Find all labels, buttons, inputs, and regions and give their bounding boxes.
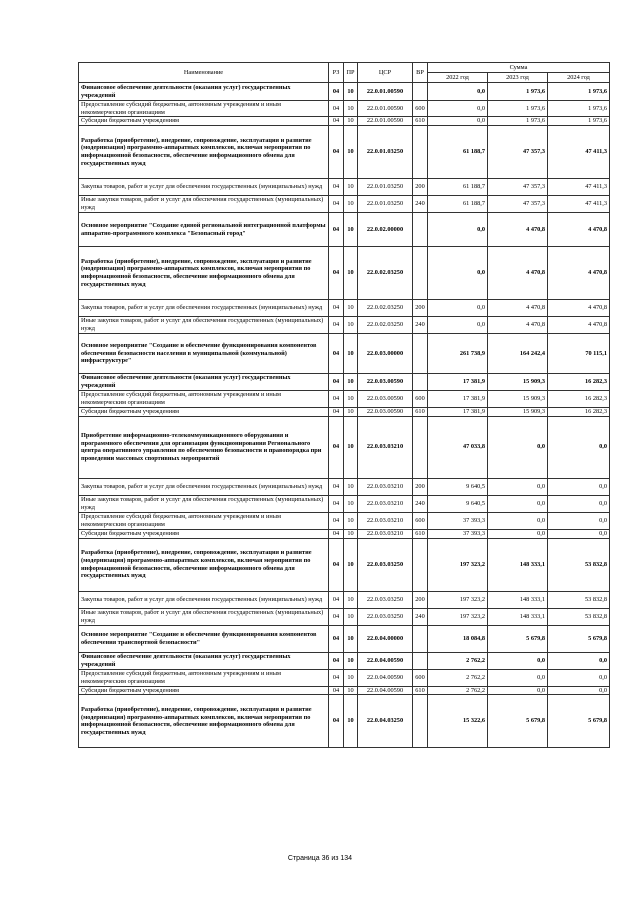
cell-2022: 197 323,2 bbox=[428, 591, 488, 608]
cell-2024: 53 832,8 bbox=[548, 608, 610, 625]
cell-csr: 22.0.03.03210 bbox=[358, 512, 413, 529]
cell-rz: 04 bbox=[329, 669, 344, 686]
table-body bbox=[79, 83, 610, 748]
table-row bbox=[79, 478, 610, 495]
table-row bbox=[79, 300, 610, 317]
cell-pr: 10 bbox=[344, 374, 358, 391]
cell-pr: 10 bbox=[344, 652, 358, 669]
cell-csr: 22.0.01.00590 bbox=[358, 117, 413, 126]
cell-2024: 1 973,6 bbox=[548, 117, 610, 126]
cell-2023: 1 973,6 bbox=[488, 117, 548, 126]
cell-pr: 10 bbox=[344, 591, 358, 608]
table-row bbox=[79, 374, 610, 391]
cell-2024: 4 470,8 bbox=[548, 213, 610, 247]
cell-2023: 1 973,6 bbox=[488, 101, 548, 117]
cell-vr: 240 bbox=[413, 317, 428, 334]
header-rz: РЗ bbox=[329, 63, 344, 83]
cell-2022: 0,0 bbox=[428, 317, 488, 334]
cell-rz: 04 bbox=[329, 512, 344, 529]
cell-2023: 4 470,8 bbox=[488, 247, 548, 300]
cell-2023: 47 357,3 bbox=[488, 126, 548, 179]
cell-csr: 22.0.04.00000 bbox=[358, 625, 413, 652]
cell-2024: 5 679,8 bbox=[548, 695, 610, 748]
cell-2022: 17 381,9 bbox=[428, 408, 488, 417]
cell-rz: 04 bbox=[329, 391, 344, 408]
cell-vr bbox=[413, 247, 428, 300]
table-row bbox=[79, 117, 610, 126]
cell-pr: 10 bbox=[344, 416, 358, 478]
cell-csr: 22.0.03.00590 bbox=[358, 408, 413, 417]
cell-pr: 10 bbox=[344, 213, 358, 247]
cell-name: Основное мероприятие "Создание единой региональной интеграционной платформы аппаратно-программного комплекса "Безопасный город" bbox=[79, 213, 329, 247]
cell-pr: 10 bbox=[344, 334, 358, 374]
table-row bbox=[79, 686, 610, 695]
header-vr: ВР bbox=[413, 63, 428, 83]
cell-2022: 2 762,2 bbox=[428, 669, 488, 686]
cell-csr: 22.0.01.03250 bbox=[358, 126, 413, 179]
cell-rz: 04 bbox=[329, 416, 344, 478]
cell-2022: 37 393,3 bbox=[428, 529, 488, 538]
page-footer: Страница 36 из 134 bbox=[287, 855, 353, 862]
cell-csr: 22.0.02.03250 bbox=[358, 317, 413, 334]
cell-name: Основное мероприятие "Создание и обеспечение функционирования компонентов обеспечения безопасности населения в муниципальной (коммунальной) инфраструктуре" bbox=[79, 334, 329, 374]
table-row bbox=[79, 512, 610, 529]
cell-2024: 1 973,6 bbox=[548, 101, 610, 117]
cell-vr: 240 bbox=[413, 196, 428, 213]
cell-vr: 600 bbox=[413, 391, 428, 408]
cell-pr: 10 bbox=[344, 300, 358, 317]
cell-name: Иные закупки товаров, работ и услуг для обеспечения государственных (муниципальных) нужд bbox=[79, 495, 329, 512]
cell-2023: 148 333,1 bbox=[488, 538, 548, 591]
cell-2023: 0,0 bbox=[488, 495, 548, 512]
cell-vr bbox=[413, 374, 428, 391]
cell-name: Финансовое обеспечение деятельности (оказания услуг) государственных учреждений bbox=[79, 652, 329, 669]
cell-name: Иные закупки товаров, работ и услуг для обеспечения государственных (муниципальных) нужд bbox=[79, 196, 329, 213]
cell-vr: 200 bbox=[413, 300, 428, 317]
cell-csr: 22.0.03.03250 bbox=[358, 591, 413, 608]
cell-rz: 04 bbox=[329, 529, 344, 538]
cell-name: Иные закупки товаров, работ и услуг для обеспечения государственных (муниципальных) нужд bbox=[79, 317, 329, 334]
cell-name: Разработка (приобретение), внедрение, сопровождение, эксплуатация и развитие (модернизация) программно-аппаратных комплексов, включая мероприятия по информационной безопасности, обеспечение информационного обмена для государственных нужд bbox=[79, 695, 329, 748]
cell-pr: 10 bbox=[344, 529, 358, 538]
cell-pr: 10 bbox=[344, 126, 358, 179]
cell-csr: 22.0.04.00590 bbox=[358, 652, 413, 669]
cell-name: Предоставление субсидий бюджетным, автономным учреждениям и иным некоммерческим организациям bbox=[79, 101, 329, 117]
table-row bbox=[79, 196, 610, 213]
cell-csr: 22.0.04.00590 bbox=[358, 669, 413, 686]
cell-vr bbox=[413, 695, 428, 748]
cell-pr: 10 bbox=[344, 478, 358, 495]
cell-2022: 47 033,8 bbox=[428, 416, 488, 478]
cell-pr: 10 bbox=[344, 408, 358, 417]
cell-2023: 15 909,3 bbox=[488, 408, 548, 417]
cell-2024: 16 282,3 bbox=[548, 408, 610, 417]
cell-rz: 04 bbox=[329, 196, 344, 213]
cell-csr: 22.0.03.03210 bbox=[358, 529, 413, 538]
cell-2024: 4 470,8 bbox=[548, 300, 610, 317]
table-row bbox=[79, 416, 610, 478]
cell-rz: 04 bbox=[329, 591, 344, 608]
cell-2024: 70 115,1 bbox=[548, 334, 610, 374]
cell-rz: 04 bbox=[329, 608, 344, 625]
cell-csr: 22.0.03.03210 bbox=[358, 478, 413, 495]
cell-pr: 10 bbox=[344, 101, 358, 117]
cell-2022: 261 738,9 bbox=[428, 334, 488, 374]
cell-2022: 197 323,2 bbox=[428, 538, 488, 591]
table-row bbox=[79, 652, 610, 669]
cell-name: Предоставление субсидий бюджетным, автономным учреждениям и иным некоммерческим организациям bbox=[79, 391, 329, 408]
cell-2023: 148 333,1 bbox=[488, 591, 548, 608]
cell-vr: 610 bbox=[413, 408, 428, 417]
cell-2023: 164 242,4 bbox=[488, 334, 548, 374]
cell-2024: 5 679,8 bbox=[548, 625, 610, 652]
cell-pr: 10 bbox=[344, 117, 358, 126]
cell-name: Иные закупки товаров, работ и услуг для обеспечения государственных (муниципальных) нужд bbox=[79, 608, 329, 625]
cell-rz: 04 bbox=[329, 213, 344, 247]
table-row bbox=[79, 608, 610, 625]
cell-vr bbox=[413, 625, 428, 652]
cell-2024: 1 973,6 bbox=[548, 83, 610, 101]
cell-vr: 200 bbox=[413, 179, 428, 196]
cell-rz: 04 bbox=[329, 179, 344, 196]
cell-name: Закупка товаров, работ и услуг для обеспечения государственных (муниципальных) нужд bbox=[79, 300, 329, 317]
cell-2024: 0,0 bbox=[548, 478, 610, 495]
cell-2024: 0,0 bbox=[548, 669, 610, 686]
cell-csr: 22.0.02.00000 bbox=[358, 213, 413, 247]
cell-vr bbox=[413, 334, 428, 374]
cell-2024: 47 411,3 bbox=[548, 179, 610, 196]
cell-2022: 17 381,9 bbox=[428, 391, 488, 408]
cell-2023: 0,0 bbox=[488, 529, 548, 538]
header-name: Наименование bbox=[79, 63, 329, 83]
cell-rz: 04 bbox=[329, 334, 344, 374]
cell-vr bbox=[413, 83, 428, 101]
cell-rz: 04 bbox=[329, 317, 344, 334]
cell-2022: 2 762,2 bbox=[428, 686, 488, 695]
cell-2023: 0,0 bbox=[488, 416, 548, 478]
cell-pr: 10 bbox=[344, 512, 358, 529]
cell-rz: 04 bbox=[329, 695, 344, 748]
cell-csr: 22.0.01.00590 bbox=[358, 101, 413, 117]
cell-vr: 600 bbox=[413, 669, 428, 686]
cell-2023: 5 679,8 bbox=[488, 695, 548, 748]
cell-vr bbox=[413, 652, 428, 669]
table-row bbox=[79, 695, 610, 748]
cell-csr: 22.0.04.00590 bbox=[358, 686, 413, 695]
cell-name: Закупка товаров, работ и услуг для обеспечения государственных (муниципальных) нужд bbox=[79, 591, 329, 608]
cell-rz: 04 bbox=[329, 101, 344, 117]
cell-2023: 15 909,3 bbox=[488, 374, 548, 391]
cell-2022: 0,0 bbox=[428, 213, 488, 247]
cell-csr: 22.0.01.03250 bbox=[358, 196, 413, 213]
cell-rz: 04 bbox=[329, 686, 344, 695]
cell-2023: 0,0 bbox=[488, 512, 548, 529]
budget-table bbox=[78, 62, 610, 748]
cell-2023: 47 357,3 bbox=[488, 196, 548, 213]
cell-2023: 0,0 bbox=[488, 686, 548, 695]
cell-2022: 197 323,2 bbox=[428, 608, 488, 625]
cell-name: Разработка (приобретение), внедрение, сопровождение, эксплуатация и развитие (модернизация) программно-аппаратных комплексов, включая мероприятия по информационной безопасности, обеспечение информационного обмена для государственных нужд bbox=[79, 247, 329, 300]
cell-2022: 61 188,7 bbox=[428, 179, 488, 196]
cell-pr: 10 bbox=[344, 317, 358, 334]
cell-rz: 04 bbox=[329, 117, 344, 126]
table-row bbox=[79, 317, 610, 334]
cell-2024: 0,0 bbox=[548, 686, 610, 695]
cell-rz: 04 bbox=[329, 652, 344, 669]
table-row bbox=[79, 391, 610, 408]
cell-rz: 04 bbox=[329, 247, 344, 300]
cell-name: Субсидии бюджетным учреждениям bbox=[79, 529, 329, 538]
cell-2024: 53 832,8 bbox=[548, 591, 610, 608]
cell-csr: 22.0.03.03250 bbox=[358, 608, 413, 625]
table-header-row bbox=[79, 63, 610, 73]
cell-rz: 04 bbox=[329, 126, 344, 179]
cell-pr: 10 bbox=[344, 391, 358, 408]
cell-2022: 18 084,8 bbox=[428, 625, 488, 652]
cell-csr: 22.0.03.00590 bbox=[358, 391, 413, 408]
cell-2024: 0,0 bbox=[548, 512, 610, 529]
cell-pr: 10 bbox=[344, 495, 358, 512]
cell-vr: 200 bbox=[413, 478, 428, 495]
cell-csr: 22.0.03.03210 bbox=[358, 416, 413, 478]
cell-pr: 10 bbox=[344, 179, 358, 196]
cell-vr bbox=[413, 538, 428, 591]
cell-vr: 600 bbox=[413, 512, 428, 529]
cell-name: Закупка товаров, работ и услуг для обеспечения государственных (муниципальных) нужд bbox=[79, 179, 329, 196]
cell-2024: 0,0 bbox=[548, 495, 610, 512]
cell-vr: 610 bbox=[413, 529, 428, 538]
cell-2023: 1 973,6 bbox=[488, 83, 548, 101]
cell-2022: 0,0 bbox=[428, 247, 488, 300]
table-row bbox=[79, 334, 610, 374]
header-year-2022: 2022 год bbox=[428, 73, 488, 83]
cell-vr bbox=[413, 126, 428, 179]
cell-csr: 22.0.03.00590 bbox=[358, 374, 413, 391]
cell-csr: 22.0.02.03250 bbox=[358, 247, 413, 300]
cell-name: Разработка (приобретение), внедрение, сопровождение, эксплуатация и развитие (модернизация) программно-аппаратных комплексов, включая мероприятия по информационной безопасности, обеспечение информационного обмена для государственных нужд bbox=[79, 538, 329, 591]
table-row bbox=[79, 101, 610, 117]
cell-2023: 4 470,8 bbox=[488, 317, 548, 334]
cell-vr: 200 bbox=[413, 591, 428, 608]
cell-pr: 10 bbox=[344, 695, 358, 748]
cell-2024: 16 282,3 bbox=[548, 391, 610, 408]
cell-vr: 600 bbox=[413, 101, 428, 117]
cell-2024: 0,0 bbox=[548, 652, 610, 669]
cell-2024: 4 470,8 bbox=[548, 247, 610, 300]
cell-vr bbox=[413, 213, 428, 247]
cell-rz: 04 bbox=[329, 478, 344, 495]
header-pr: ПР bbox=[344, 63, 358, 83]
cell-2022: 15 322,6 bbox=[428, 695, 488, 748]
cell-name: Субсидии бюджетным учреждениям bbox=[79, 408, 329, 417]
cell-rz: 04 bbox=[329, 408, 344, 417]
cell-rz: 04 bbox=[329, 495, 344, 512]
table-row bbox=[79, 213, 610, 247]
table-row bbox=[79, 591, 610, 608]
table-row bbox=[79, 538, 610, 591]
cell-pr: 10 bbox=[344, 83, 358, 101]
cell-vr: 610 bbox=[413, 686, 428, 695]
cell-2024: 53 832,8 bbox=[548, 538, 610, 591]
cell-2022: 0,0 bbox=[428, 117, 488, 126]
cell-rz: 04 bbox=[329, 538, 344, 591]
cell-csr: 22.0.01.00590 bbox=[358, 83, 413, 101]
header-year-2024: 2024 год bbox=[548, 73, 610, 83]
table-row bbox=[79, 247, 610, 300]
cell-2023: 4 470,8 bbox=[488, 213, 548, 247]
cell-vr: 610 bbox=[413, 117, 428, 126]
header-csr: ЦСР bbox=[358, 63, 413, 83]
table-row bbox=[79, 625, 610, 652]
header-year-2023: 2023 год bbox=[488, 73, 548, 83]
cell-2022: 9 640,5 bbox=[428, 495, 488, 512]
cell-2023: 148 333,1 bbox=[488, 608, 548, 625]
cell-2022: 61 188,7 bbox=[428, 126, 488, 179]
cell-2023: 47 357,3 bbox=[488, 179, 548, 196]
cell-2022: 61 188,7 bbox=[428, 196, 488, 213]
cell-rz: 04 bbox=[329, 374, 344, 391]
cell-2024: 47 411,3 bbox=[548, 126, 610, 179]
cell-csr: 22.0.01.03250 bbox=[358, 179, 413, 196]
cell-pr: 10 bbox=[344, 247, 358, 300]
cell-name: Субсидии бюджетным учреждениям bbox=[79, 686, 329, 695]
cell-2022: 0,0 bbox=[428, 300, 488, 317]
cell-2023: 4 470,8 bbox=[488, 300, 548, 317]
cell-csr: 22.0.02.03250 bbox=[358, 300, 413, 317]
table-row bbox=[79, 408, 610, 417]
cell-pr: 10 bbox=[344, 538, 358, 591]
cell-name: Разработка (приобретение), внедрение, сопровождение, эксплуатация и развитие (модернизация) программно-аппаратных комплексов, включая мероприятия по информационной безопасности, обеспечение информационного обмена для государственных нужд bbox=[79, 126, 329, 179]
cell-2022: 17 381,9 bbox=[428, 374, 488, 391]
cell-csr: 22.0.03.03250 bbox=[358, 538, 413, 591]
cell-2023: 0,0 bbox=[488, 478, 548, 495]
cell-vr bbox=[413, 416, 428, 478]
cell-name: Приобретение информационно-телекоммуникационного оборудования и программного обеспечения для организации функционирования Регионального центра оперативного управления по обеспечению безопасности и правопорядка при проведении массовых спортивных мероприятий bbox=[79, 416, 329, 478]
table-row bbox=[79, 179, 610, 196]
cell-2023: 0,0 bbox=[488, 652, 548, 669]
cell-2024: 4 470,8 bbox=[548, 317, 610, 334]
cell-pr: 10 bbox=[344, 196, 358, 213]
cell-2022: 0,0 bbox=[428, 83, 488, 101]
cell-2022: 37 393,3 bbox=[428, 512, 488, 529]
table-row bbox=[79, 669, 610, 686]
cell-csr: 22.0.03.03210 bbox=[358, 495, 413, 512]
cell-2022: 0,0 bbox=[428, 101, 488, 117]
cell-2023: 0,0 bbox=[488, 669, 548, 686]
cell-name: Закупка товаров, работ и услуг для обеспечения государственных (муниципальных) нужд bbox=[79, 478, 329, 495]
cell-name: Субсидии бюджетным учреждениям bbox=[79, 117, 329, 126]
cell-name: Предоставление субсидий бюджетным, автономным учреждениям и иным некоммерческим организациям bbox=[79, 669, 329, 686]
table-row bbox=[79, 529, 610, 538]
header-sum: Сумма bbox=[428, 63, 610, 73]
cell-name: Предоставление субсидий бюджетным, автономным учреждениям и иным некоммерческим организациям bbox=[79, 512, 329, 529]
cell-pr: 10 bbox=[344, 625, 358, 652]
table-row bbox=[79, 83, 610, 101]
cell-2023: 5 679,8 bbox=[488, 625, 548, 652]
cell-csr: 22.0.04.03250 bbox=[358, 695, 413, 748]
cell-rz: 04 bbox=[329, 625, 344, 652]
cell-vr: 240 bbox=[413, 495, 428, 512]
cell-2024: 0,0 bbox=[548, 529, 610, 538]
cell-rz: 04 bbox=[329, 300, 344, 317]
cell-name: Основное мероприятие "Создание и обеспечение функционирования компонентов обеспечения транспортной безопасности" bbox=[79, 625, 329, 652]
cell-name: Финансовое обеспечение деятельности (оказания услуг) государственных учреждений bbox=[79, 374, 329, 391]
table-row bbox=[79, 495, 610, 512]
cell-csr: 22.0.03.00000 bbox=[358, 334, 413, 374]
cell-2023: 15 909,3 bbox=[488, 391, 548, 408]
cell-2022: 9 640,5 bbox=[428, 478, 488, 495]
cell-name: Финансовое обеспечение деятельности (оказания услуг) государственных учреждений bbox=[79, 83, 329, 101]
cell-pr: 10 bbox=[344, 686, 358, 695]
cell-rz: 04 bbox=[329, 83, 344, 101]
table-row bbox=[79, 126, 610, 179]
cell-2024: 0,0 bbox=[548, 416, 610, 478]
cell-pr: 10 bbox=[344, 608, 358, 625]
cell-2024: 47 411,3 bbox=[548, 196, 610, 213]
cell-pr: 10 bbox=[344, 669, 358, 686]
cell-2024: 16 282,3 bbox=[548, 374, 610, 391]
cell-2022: 2 762,2 bbox=[428, 652, 488, 669]
cell-vr: 240 bbox=[413, 608, 428, 625]
